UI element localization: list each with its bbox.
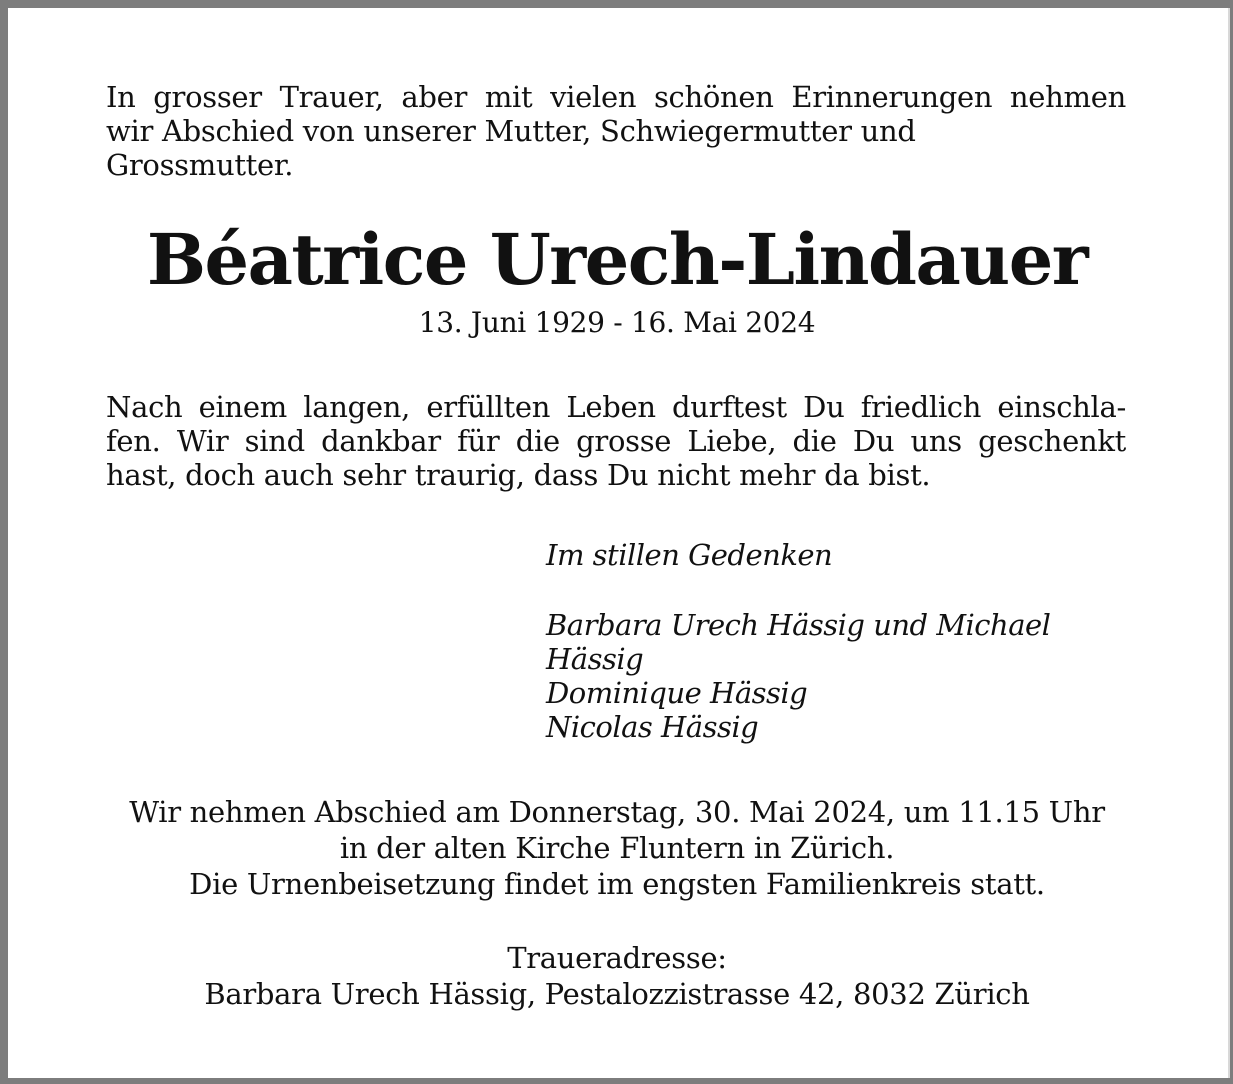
mourning-address (8, 940, 1226, 1012)
signoff-heading: Im stillen Gedenken (546, 538, 833, 572)
service-line: Wir nehmen Abschied am Donnerstag, 30. Mai 2024, um 11.15 Uhr (129, 795, 1105, 829)
signoff-spacer (546, 572, 1146, 608)
message-line: hast, doch auch sehr traurig, dass Du nicht mehr da bist. (106, 458, 931, 492)
message-paragraph (106, 390, 1126, 492)
mourner-name: Dominique Hässig (546, 676, 808, 710)
service-info (8, 794, 1226, 902)
service-line: Die Urnenbeisetzung findet im engsten Familienkreis statt. (189, 867, 1045, 901)
deceased-name: Béatrice Urech-Lindauer (146, 218, 1088, 301)
message-line: fen. Wir sind dankbar für die grosse Liebe, die Du uns geschenkt (106, 424, 1126, 458)
message-line: Nach einem langen, erfüllten Leben durftest Du friedlich einschla- (106, 390, 1126, 424)
service-line: in der alten Kirche Fluntern in Zürich. (339, 831, 895, 865)
address-value: Barbara Urech Hässig, Pestalozzistrasse 42, 8032 Zürich (204, 977, 1030, 1011)
mourner-name: Barbara Urech Hässig und Michael Hässig (546, 608, 1051, 676)
obituary-page (8, 8, 1230, 1078)
life-dates: 13. Juni 1929 - 16. Mai 2024 (418, 306, 816, 339)
intro-line: wir Abschied von unserer Mutter, Schwiegermutter und (106, 114, 916, 148)
intro-line: In grosser Trauer, aber mit vielen schönen Erinnerungen nehmen (106, 80, 1126, 114)
address-label: Traueradresse: (507, 941, 727, 975)
mourner-name: Nicolas Hässig (546, 710, 759, 744)
intro-paragraph (106, 80, 1126, 182)
signoff-block (546, 538, 1146, 744)
intro-line: Grossmutter. (106, 148, 294, 182)
